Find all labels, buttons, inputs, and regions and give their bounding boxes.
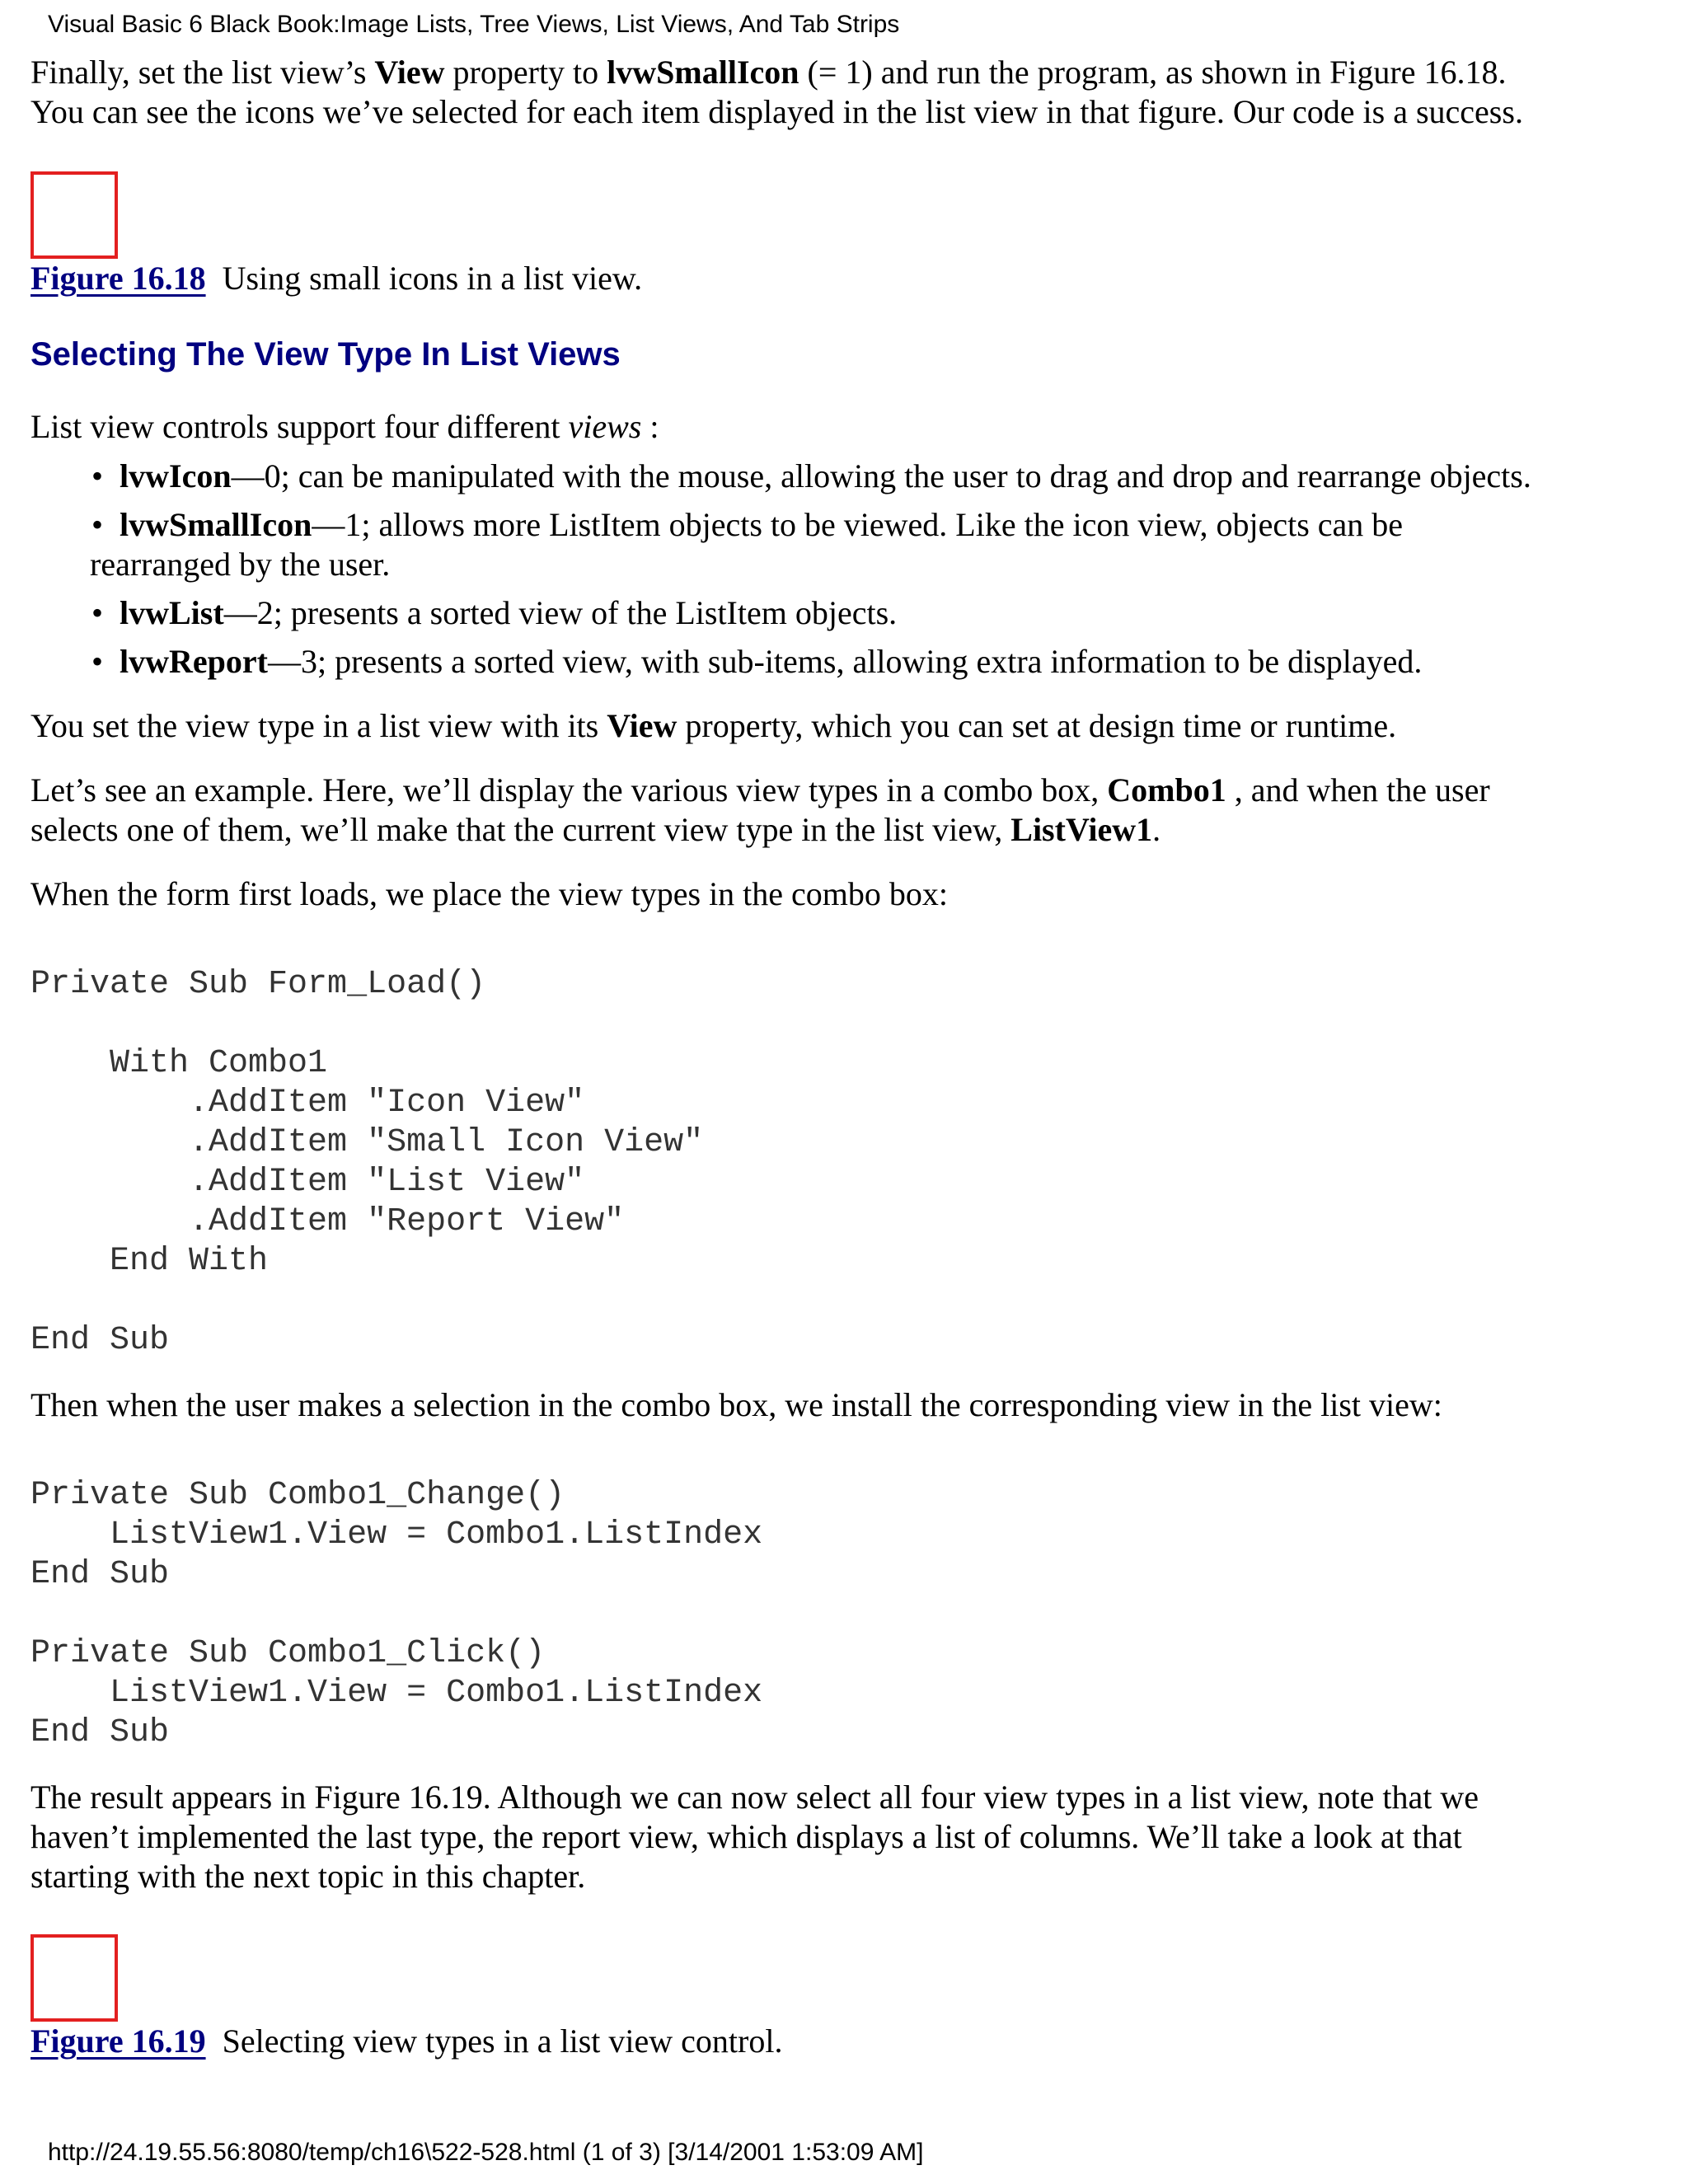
view-description: —1; allows more ListItem objects to be viewed. Like the icon view, objects can be (312, 506, 1404, 543)
view-name: lvwSmallIcon (120, 506, 312, 543)
intro-text: You can see the icons we’ve selected for each item displayed in the list view in that figure. Our code is a success. (30, 93, 1523, 130)
code-block-form-load: Private Sub Form_Load() With Combo1 .AddItem "Icon View" .AddItem "Small Icon View" .AddItem "List View" .AddItem "Report View" End With End Sub (30, 966, 704, 1359)
figure-caption-text: Using small icons in a list view. (222, 260, 643, 297)
paragraph-text: . (1152, 811, 1161, 848)
view-name: lvwReport (120, 643, 268, 680)
lead-text: : (641, 408, 659, 445)
view-name: lvwList (120, 594, 224, 631)
figure-16-19-image (30, 1934, 118, 2022)
paragraph-text: property, which you can set at design time or runtime. (677, 707, 1397, 744)
view-description: —3; presents a sorted view, with sub-items, allowing extra information to be displayed. (267, 643, 1423, 680)
document-header-title: Visual Basic 6 Black Book:Image Lists, Tree Views, List Views, And Tab Strips (48, 11, 900, 38)
intro-text: Finally, set the list view’s (30, 54, 375, 91)
figure-16-18-caption (30, 259, 1658, 298)
section-heading: Selecting The View Type In List Views (30, 336, 621, 373)
figure-16-19-caption (30, 2022, 1658, 2061)
intro-bold-view: View (374, 54, 445, 91)
result-paragraph (30, 1778, 1658, 1896)
view-name: lvwIcon (120, 457, 232, 494)
document-body (30, 53, 1658, 2061)
view-description: —2; presents a sorted view of the ListItem objects. (223, 594, 898, 631)
figure-16-18-link[interactable]: Figure 16.18 (30, 260, 206, 297)
footer-url: http://24.19.55.56:8080/temp/ch16\522-528.html (1 of 3) [3/14/2001 1:53:09 AM] (48, 2139, 924, 2166)
paragraph-bold-combo1: Combo1 (1107, 771, 1226, 808)
view-types-list (30, 457, 1658, 682)
paragraph-bold-view: View (607, 707, 678, 744)
paragraph-text: You set the view type in a list view with its (30, 707, 607, 744)
intro-bold-lvwsmallicon: lvwSmallIcon (607, 54, 799, 91)
figure-caption-text: Selecting view types in a list view control. (222, 2022, 783, 2060)
lead-text: List view controls support four different (30, 408, 569, 445)
paragraph-text: The result appears in Figure 16.19. Although we can now select all four view types in a list view, note that we (30, 1779, 1479, 1816)
intro-text: property to (444, 54, 607, 91)
code-block-combo-events: Private Sub Combo1_Change() ListView1.View = Combo1.ListIndex End Sub Private Sub Combo1_Click() ListView1.View = Combo1.ListIndex End Sub (30, 1477, 763, 1751)
paragraph-text: Let’s see an example. Here, we’ll display the various view types in a combo box, (30, 771, 1108, 808)
intro-text: (= 1) and run the program, as shown in Figure 16.18. (799, 54, 1507, 91)
view-property-paragraph (30, 706, 1658, 746)
paragraph-text: starting with the next topic in this chapter. (30, 1858, 586, 1895)
paragraph-text: selects one of them, we’ll make that the current view type in the list view, (30, 811, 1011, 848)
intro-paragraph (30, 53, 1658, 132)
list-item (30, 505, 1658, 584)
example-paragraph (30, 771, 1658, 850)
paragraph-text: haven’t implemented the last type, the report view, which displays a list of columns. We’ll take a look at that (30, 1818, 1462, 1855)
views-lead-paragraph (30, 407, 1658, 447)
view-description: rearranged by the user. (90, 546, 391, 583)
list-item (30, 642, 1658, 682)
view-description: —0; can be manipulated with the mouse, allowing the user to drag and drop and rearrange objects. (231, 457, 1531, 494)
figure-16-18-image (30, 171, 118, 259)
lead-italic-views: views (568, 408, 642, 445)
list-item (30, 457, 1658, 496)
form-load-intro-paragraph: When the form first loads, we place the view types in the combo box: (30, 875, 949, 912)
paragraph-text: , and when the user (1226, 771, 1490, 808)
selection-paragraph: Then when the user makes a selection in the combo box, we install the corresponding view in the list view: (30, 1386, 1442, 1423)
figure-16-19-link[interactable]: Figure 16.19 (30, 2022, 206, 2060)
paragraph-bold-listview1: ListView1 (1010, 811, 1153, 848)
list-item (30, 593, 1658, 633)
